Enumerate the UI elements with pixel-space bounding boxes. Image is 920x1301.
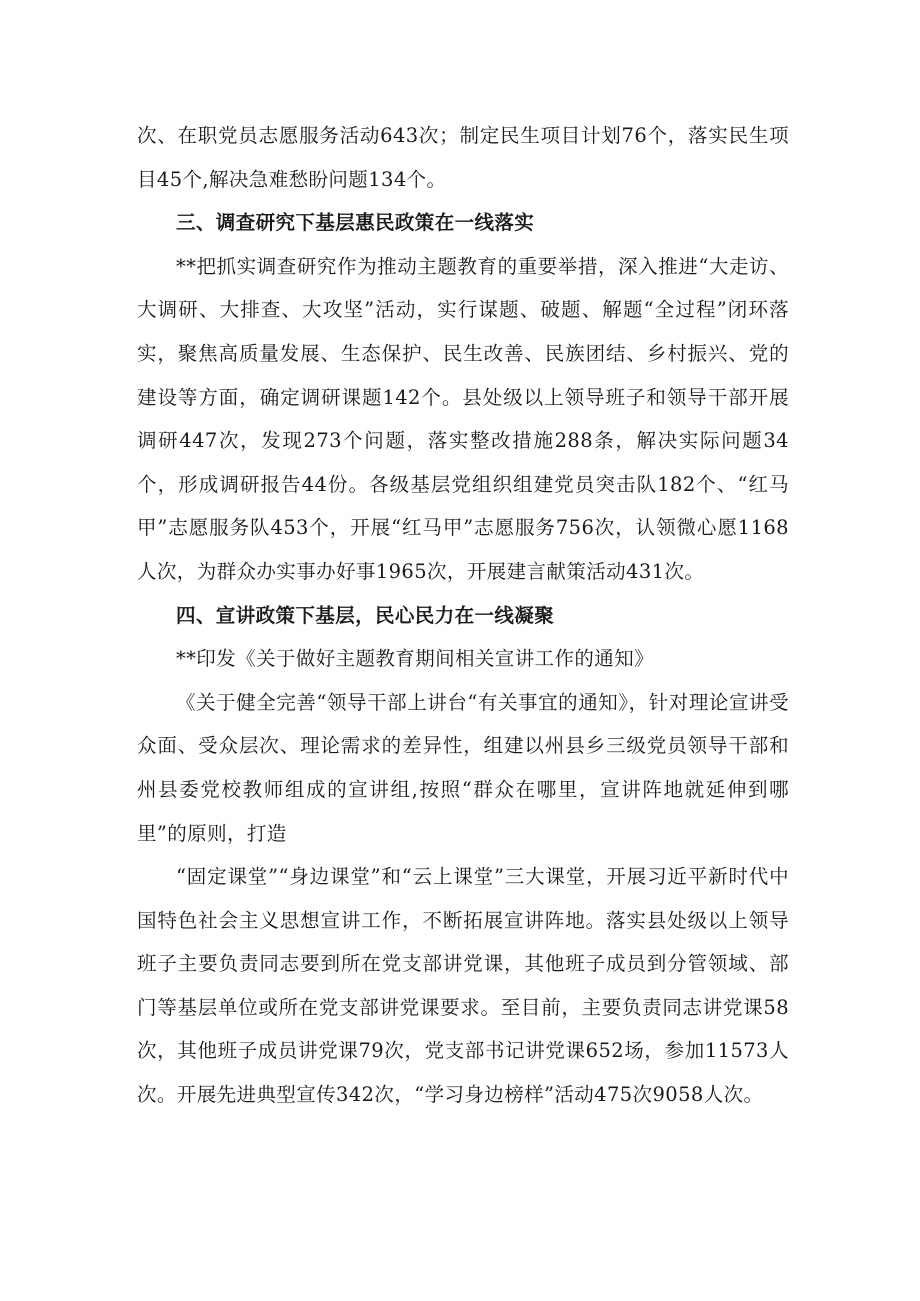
paragraph-classrooms: “固定课堂”“身边课堂”和“云上课堂”三大课堂，开展习近平新时代中国特色社会主义思想宣讲工作，不断拓展宣讲阵地。落实县处级以上领导班子主要负责同志要到所在党支部讲党课，其他班子成员到分管领域、部门等基层单位或所在党支部讲党课要求。至目前，主要负责同志讲党课58次，其他班子成员讲党课79次，党支部书记讲党课652场，参加11573人次。开展先进典型宣传342次，“学习身边榜样”活动475次9058人次。 (137, 865, 789, 1107)
section-heading-four: 四、宣讲政策下基层，民心民力在一线凝聚 (176, 603, 555, 627)
paragraph-notice: **印发《关于做好主题教育期间相关宣讲工作的通知》 (176, 647, 655, 671)
paragraph-research: **把抓实调查研究作为推动主题教育的重要举措，深入推进“大走访、大调研、大排查、大攻坚”活动，实行谋题、破题、解题“全过程”闭环落实，聚焦高质量发展、生态保护、民生改善、民族团结、乡村振兴、党的建设等方面，确定调研课题142个。县处级以上领导班子和领导干部开展调研447次，发现273个问题，落实整改措施288条，解决实际问题34个，形成调研报告44份。各级基层党组织组建党员突击队182个、“红马甲”志愿服务队453个，开展“红马甲”志愿服务756次，认领微心愿1168人次，为群众办实事办好事1965次，开展建言献策活动431次。 (137, 254, 789, 583)
document-body (137, 114, 789, 1117)
section-heading-three: 三、调查研究下基层惠民政策在一线落实 (176, 211, 535, 235)
paragraph-continuation: 次、在职党员志愿服务活动643次；制定民生项目计划76个，落实民生项目45个,解决急难愁盼问题134个。 (137, 124, 789, 191)
paragraph-lecture-groups: 《关于健全完善“领导干部上讲台“有关事宜的通知》，针对理论宣讲受众面、受众层次、理论需求的差异性，组建以州县乡三级党员领导干部和州县委党校教师组成的宣讲组,按照“群众在哪里，宣讲阵地就延伸到哪里”的原则，打造 (137, 690, 789, 845)
